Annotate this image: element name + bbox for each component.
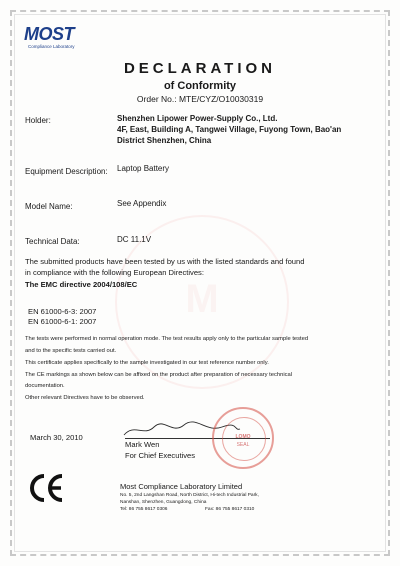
standard-1: EN 61000-6-3: 2007 <box>28 307 97 316</box>
logo-brand: MOST <box>24 24 74 44</box>
model-value: See Appendix <box>117 199 167 208</box>
statement-line1: The submitted products have been tested by us with the listed standards and found <box>25 257 305 266</box>
issue-date: March 30, 2010 <box>30 433 83 442</box>
seal-sub: SEAL <box>236 442 250 448</box>
technical-value: DC 11.1V <box>117 235 152 244</box>
company-seal <box>212 407 274 469</box>
most-logo <box>24 24 86 52</box>
note-line4: The CE markings as shown below can be affixed on the product after preparation of necessary technical <box>25 372 293 378</box>
company-tel: Tel: 86 755 8617 0306 <box>120 507 168 512</box>
document-title: DECLARATION <box>123 60 277 77</box>
statement-line2: in compliance with the following European Directives: <box>25 268 204 277</box>
holder-name: Shenzhen Lipower Power-Supply Co., Ltd. <box>117 114 278 123</box>
ce-mark-icon <box>26 468 66 508</box>
seal-text: LOMO <box>235 434 251 440</box>
order-number: Order No.: MTE/CYZ/O10030319 <box>136 94 264 104</box>
company-fax: Fax: 86 755 8617 0310 <box>205 507 255 512</box>
note-line3: This certificate applies specifically to the sample investigated in our test reference number only. <box>25 360 269 366</box>
signer-name: Mark Wen <box>125 440 160 449</box>
holder-label: Holder: <box>25 116 51 125</box>
equipment-label: Equipment Description: <box>25 167 108 176</box>
watermark-logo: M <box>115 215 289 389</box>
directive: The EMC directive 2004/108/EC <box>25 280 138 289</box>
standard-2: EN 61000-6-1: 2007 <box>28 317 97 326</box>
technical-label: Technical Data: <box>25 237 80 246</box>
holder-address-line1: 4F, East, Building A, Tangwei Village, Fuyong Town, Bao'an <box>117 125 342 134</box>
company-address-line1: No. 5, 2nd Langshan Road, North District, Hi-tech Industrial Park, <box>120 493 259 498</box>
note-line1: The tests were performed in normal operation mode. The test results apply only to the particular sample tested <box>25 336 309 342</box>
note-line2: and to the specific tests carried out. <box>25 348 117 354</box>
company-address-line2: Nanshan, Shenzhen, Guangdong, China <box>120 500 207 505</box>
note-line6: Other relevant Directives have to be observed. <box>25 395 145 401</box>
holder-address-line2: District Shenzhen, China <box>117 136 212 145</box>
logo-tagline: Compliance Laboratory <box>28 44 75 49</box>
signer-role: For Chief Executives <box>125 451 196 460</box>
model-label: Model Name: <box>25 202 73 211</box>
note-line5: documentation. <box>25 383 65 389</box>
document-subtitle: of Conformity <box>163 80 237 92</box>
company-name: Most Compliance Laboratory Limited <box>120 482 243 491</box>
equipment-value: Laptop Battery <box>117 164 170 173</box>
